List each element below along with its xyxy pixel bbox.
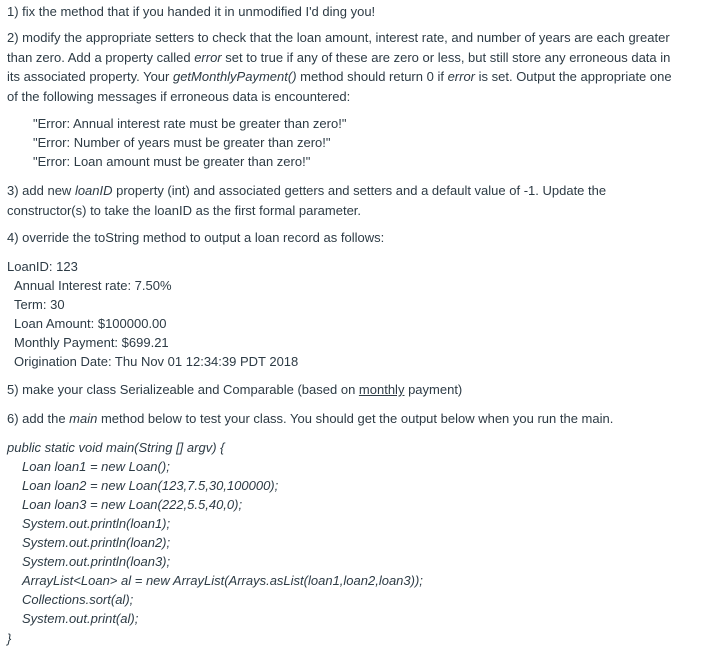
code-line: Collections.sort(al); <box>22 592 134 607</box>
code-line: System.out.println(loan1); <box>22 516 171 531</box>
loan-record-amount: Loan Amount: $100000.00 <box>14 316 167 331</box>
code-line: ArrayList<Loan> al = new ArrayList(Arrays.asList(loan1,loan2,loan3)); <box>22 573 423 588</box>
item-6: 6) add the main method below to test your class. You should get the output below when you run the main. <box>7 411 614 426</box>
item-4: 4) override the toString method to output a loan record as follows: <box>7 230 385 245</box>
loan-record-id: LoanID: 123 <box>7 259 78 274</box>
item-1: 1) fix the method that if you handed it in unmodified I'd ding you! <box>7 4 376 19</box>
error-message-interest: "Error: Annual interest rate must be greater than zero!" <box>33 116 347 131</box>
code-line: System.out.println(loan3); <box>22 554 171 569</box>
code-line: System.out.print(al); <box>22 611 139 626</box>
code-line: Loan loan1 = new Loan(); <box>22 459 170 474</box>
code-line: System.out.println(loan2); <box>22 535 171 550</box>
code-line: Loan loan3 = new Loan(222,5.5,40,0); <box>22 497 243 512</box>
code-closing-brace: } <box>7 631 12 646</box>
loan-record-rate: Annual Interest rate: 7.50% <box>14 278 172 293</box>
code-signature: public static void main(String [] argv) { <box>7 440 225 455</box>
item-3: 3) add new loanID property (int) and associated getters and setters and a default value of -1. Update the constructor(s) to take the loanID as the first formal parameter. <box>7 183 607 218</box>
error-message-years: "Error: Number of years must be greater than zero!" <box>33 135 331 150</box>
loan-record-term: Term: 30 <box>14 297 65 312</box>
code-line: Loan loan2 = new Loan(123,7.5,30,100000); <box>22 478 279 493</box>
item-5: 5) make your class Serializeable and Comparable (based on monthly payment) <box>7 382 463 397</box>
item-2: 2) modify the appropriate setters to check that the loan amount, interest rate, and number of years are each greater than zero. Add a property called error set to true if any of these are zero or less, but still store any erroneous data in its associated property. Your getMonthlyPayment() method should return 0 if error is set. Output the appropriate one of the following messages if erroneous data is encountered: <box>7 30 672 104</box>
loan-record-payment: Monthly Payment: $699.21 <box>14 335 169 350</box>
loan-record-date: Origination Date: Thu Nov 01 12:34:39 PDT 2018 <box>14 354 299 369</box>
monthly-underlined: monthly <box>358 382 405 397</box>
error-message-amount: "Error: Loan amount must be greater than zero!" <box>33 154 311 169</box>
